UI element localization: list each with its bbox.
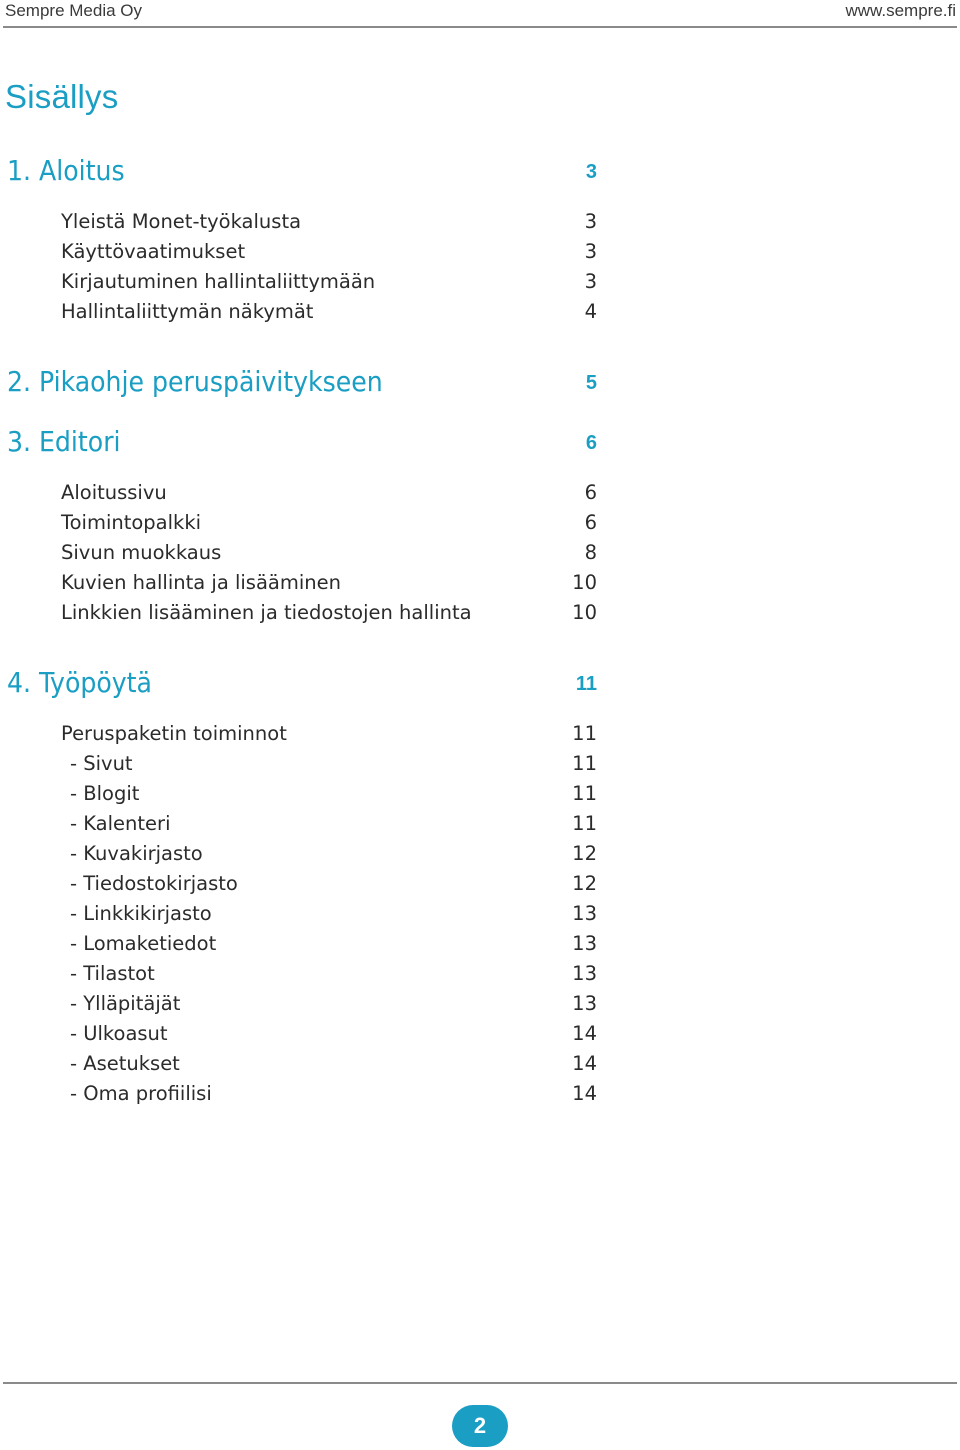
- toc-item-label: - Tiedostokirjasto: [70, 872, 238, 895]
- toc-item-label: - Ylläpitäjät: [70, 992, 181, 1015]
- toc-subitem: [61, 992, 597, 1020]
- toc-item-page: 10: [572, 601, 597, 624]
- toc-item: [61, 240, 597, 268]
- toc-item-label: Toimintopalkki: [61, 511, 202, 534]
- section-page: 11: [575, 673, 597, 695]
- toc-item: [61, 722, 597, 750]
- toc-item-page: 13: [572, 962, 597, 985]
- toc-item-label: Käyttövaatimukset: [61, 240, 246, 263]
- toc-item: [61, 270, 597, 298]
- toc-item-label: - Kuvakirjasto: [70, 842, 203, 865]
- toc-subitem: [61, 752, 597, 780]
- toc-subitem: [61, 902, 597, 930]
- toc-section-pikaohje: [7, 365, 597, 405]
- toc-item-label: - Lomaketiedot: [70, 932, 217, 955]
- toc-section-editori: [7, 425, 597, 465]
- toc-item-label: - Tilastot: [70, 962, 155, 985]
- toc-item-page: 11: [572, 812, 597, 835]
- toc-item-page: 11: [572, 752, 597, 775]
- toc-item-page: 6: [584, 481, 597, 504]
- toc-item-page: 13: [572, 902, 597, 925]
- toc-section-aloitus: [7, 154, 597, 194]
- toc-subitem: [61, 872, 597, 900]
- toc-item-page: 12: [572, 842, 597, 865]
- toc-item-label: - Blogit: [70, 782, 140, 805]
- toc-item-page: 14: [572, 1022, 597, 1045]
- toc-section-tyopoyta: [7, 666, 597, 706]
- toc-item-label: - Oma profiilisi: [70, 1082, 212, 1105]
- toc-item-page: 6: [584, 511, 597, 534]
- toc-subitem: [61, 812, 597, 840]
- toc-item-page: 11: [572, 782, 597, 805]
- company-name: Sempre Media Oy: [5, 1, 142, 20]
- toc-item-label: Yleistä Monet-työkalusta: [61, 210, 302, 233]
- toc-item-page: 3: [584, 210, 597, 233]
- toc-item-label: - Kalenteri: [70, 812, 171, 835]
- section-title: 1. Aloitus: [7, 154, 125, 187]
- section-page: 6: [585, 432, 597, 454]
- footer-divider: [3, 1382, 957, 1384]
- toc-item-page: 14: [572, 1052, 597, 1075]
- page-header: [0, 0, 960, 26]
- toc-item-label: Kuvien hallinta ja lisääminen: [61, 571, 341, 594]
- toc-item: [61, 571, 597, 599]
- header-divider: [3, 26, 957, 28]
- page-number-badge: 2: [452, 1405, 508, 1447]
- toc-item-label: Peruspaketin toiminnot: [61, 722, 287, 745]
- toc-item-label: - Asetukset: [70, 1052, 180, 1075]
- toc-item-label: Aloitussivu: [61, 481, 167, 504]
- section-page: 3: [585, 161, 597, 183]
- toc-title: Sisällys: [5, 78, 119, 115]
- toc-item-page: 13: [572, 932, 597, 955]
- toc-subitem: [61, 782, 597, 810]
- toc-item: [61, 541, 597, 569]
- toc-item: [61, 481, 597, 509]
- toc-item-page: 3: [584, 270, 597, 293]
- toc-item-label: Hallintaliittymän näkymät: [61, 300, 314, 323]
- toc-item: [61, 210, 597, 238]
- section-title: 3. Editori: [7, 425, 121, 458]
- toc-item-page: 11: [572, 722, 597, 745]
- toc-item-label: Linkkien lisääminen ja tiedostojen hallinta: [61, 601, 472, 624]
- section-page: 5: [585, 372, 597, 394]
- toc-item-page: 10: [572, 571, 597, 594]
- toc-item-page: 3: [584, 240, 597, 263]
- section-title: 4. Työpöytä: [7, 666, 152, 699]
- toc-item: [61, 300, 597, 328]
- toc-subitem: [61, 932, 597, 960]
- toc-subitem: [61, 842, 597, 870]
- toc-subitem: [61, 962, 597, 990]
- toc-item-page: 13: [572, 992, 597, 1015]
- toc-item-page: 12: [572, 872, 597, 895]
- toc-item-page: 8: [584, 541, 597, 564]
- website-url: www.sempre.fi: [845, 1, 956, 20]
- toc-item-page: 4: [584, 300, 597, 323]
- section-title: 2. Pikaohje peruspäivitykseen: [7, 365, 383, 398]
- toc-item-label: - Linkkikirjasto: [70, 902, 212, 925]
- toc-subitem: [61, 1082, 597, 1110]
- toc-item: [61, 601, 597, 629]
- toc-item-label: - Sivut: [70, 752, 133, 775]
- toc-subitem: [61, 1022, 597, 1050]
- toc-item: [61, 511, 597, 539]
- toc-item-page: 14: [572, 1082, 597, 1105]
- toc-subitem: [61, 1052, 597, 1080]
- toc-item-label: Kirjautuminen hallintaliittymään: [61, 270, 376, 293]
- toc-item-label: Sivun muokkaus: [61, 541, 222, 564]
- toc-item-label: - Ulkoasut: [70, 1022, 168, 1045]
